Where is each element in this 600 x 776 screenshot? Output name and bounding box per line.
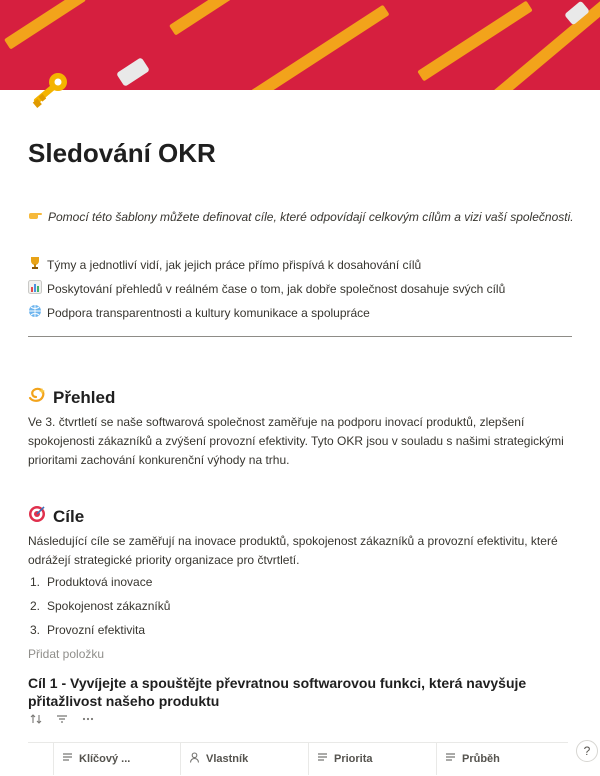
numbered-item[interactable] (30, 575, 152, 589)
column-label: Priorita (334, 753, 373, 765)
table-header (28, 742, 568, 776)
item-label: Spokojenost zákazníků (47, 599, 171, 613)
goals-heading[interactable] (28, 505, 84, 528)
text-property-icon (62, 752, 73, 766)
column-label: Vlastník (206, 753, 249, 765)
add-item-button[interactable]: Přidat položku (28, 647, 105, 661)
benefit-text: Poskytování přehledů v reálném čase o tom, jak dobře společnost dosahuje svých cílů (47, 281, 506, 296)
intro-callout[interactable] (28, 208, 574, 225)
text-property-icon (445, 752, 456, 766)
numbered-item[interactable] (30, 623, 145, 637)
item-label: Provozní efektivita (47, 623, 146, 637)
eraser-decoration (116, 57, 150, 87)
benefit-line[interactable] (28, 304, 370, 321)
more-options-icon[interactable] (82, 713, 94, 725)
column-label: Průběh (462, 753, 500, 765)
pencil-decoration (417, 1, 533, 82)
page-title[interactable]: Sledování OKR (28, 138, 216, 168)
key-icon[interactable] (28, 70, 72, 114)
pencil-decoration (4, 0, 86, 50)
pencil-decoration (240, 5, 389, 90)
item-number: 2. (30, 599, 41, 613)
overview-text[interactable]: Ve 3. čtvrtletí se naše softwarová společnost zaměřuje na podporu inovací produktů, zlepšení spokojenosti zákazníků a zvýšení provozní efektivity. Tyto OKR jsou v souladu s našimi strategickými prioritami zachování konkurenční výhody na trhu. (28, 415, 564, 467)
person-property-icon (189, 752, 200, 766)
goal-1-heading[interactable]: Cíl 1 - Vyvíjejte a spouštějte převratnou softwarovou funkci, která navyšuje přitažlivost našeho produktu (28, 675, 527, 709)
goals-heading-text: Cíle (53, 506, 85, 526)
goals-text[interactable]: Následující cíle se zaměřují na inovace produktů, spokojenost zákazníků a provozní efektivitu, které odrážejí strategické priority organizace pro čtvrtletí. (28, 534, 558, 567)
column-header[interactable] (437, 743, 568, 775)
trophy-icon (28, 256, 42, 273)
numbered-item[interactable] (30, 599, 170, 613)
sort-icon[interactable] (30, 713, 42, 725)
bar-chart-icon (28, 280, 42, 297)
text-property-icon (317, 752, 328, 766)
column-header[interactable] (309, 743, 437, 775)
item-number: 3. (30, 623, 41, 637)
pointing-hand-icon (28, 208, 42, 225)
filter-icon[interactable] (56, 713, 68, 725)
direct-hit-icon (28, 505, 46, 528)
callout-text: Pomocí této šablony můžete definovat cíle, které odpovídají celkovým cílům a vizi vaší společnosti. (48, 209, 574, 224)
column-label: Klíčový ... (79, 753, 131, 765)
benefit-line[interactable] (28, 256, 421, 273)
database-toolbar (30, 713, 94, 725)
column-header[interactable] (181, 743, 309, 775)
item-number: 1. (30, 575, 41, 589)
benefit-line[interactable] (28, 280, 505, 297)
cover-image[interactable] (0, 0, 600, 90)
dizzy-icon (28, 386, 46, 409)
benefit-text: Podpora transparentnosti a kultury komunikace a spolupráce (47, 305, 370, 320)
overview-heading-text: Přehled (53, 387, 116, 407)
column-header[interactable] (54, 743, 181, 775)
row-handle-column (28, 743, 54, 775)
item-label: Produktová inovace (47, 575, 153, 589)
overview-heading[interactable] (28, 386, 115, 409)
help-button[interactable]: ? (576, 740, 598, 762)
benefit-text: Týmy a jednotliví vidí, jak jejich práce přímo přispívá k dosahování cílů (47, 257, 422, 272)
globe-icon (28, 304, 42, 321)
pencil-decoration (169, 0, 251, 36)
divider (28, 336, 572, 337)
